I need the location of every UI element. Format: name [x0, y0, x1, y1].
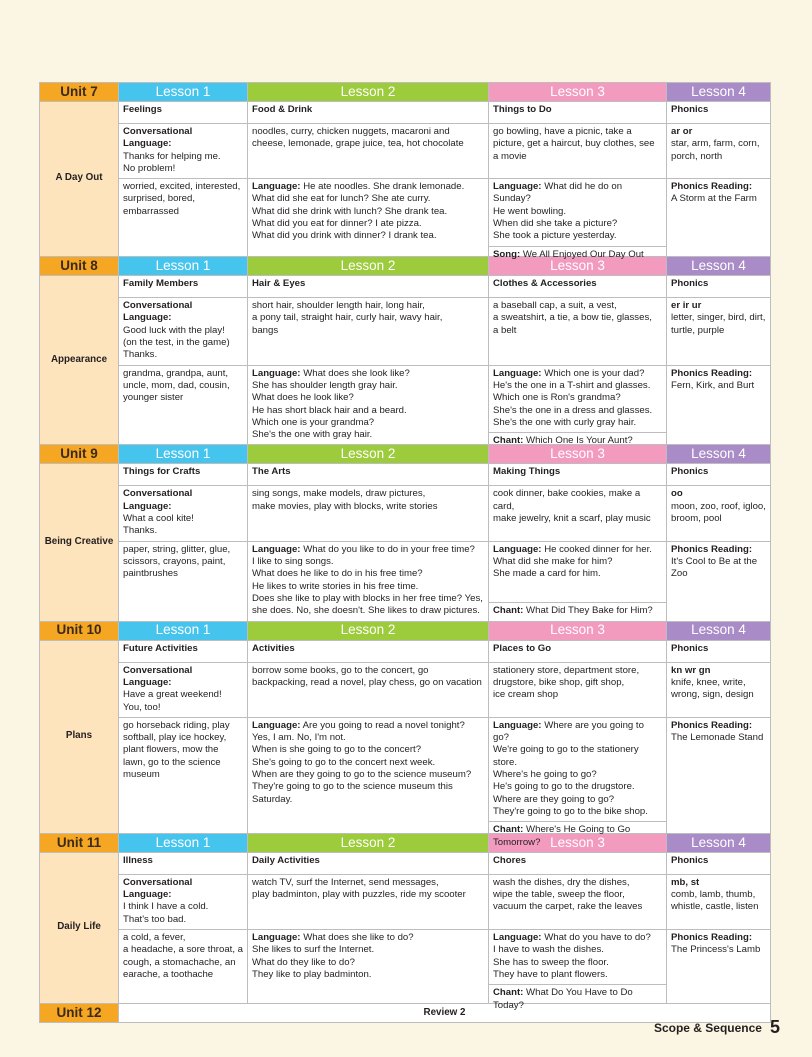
- language-row: [40, 541, 771, 621]
- lesson-header: Lesson 4: [667, 621, 771, 640]
- song-title: We All Enjoyed Our Day Out: [522, 248, 644, 260]
- lesson-header: Lesson 3: [489, 257, 667, 276]
- conversational-text: Have a great weekend! You, too!: [123, 689, 222, 713]
- language-label: Language:: [252, 543, 301, 555]
- phonics-sounds: oo: [671, 488, 683, 500]
- lesson-topic: Phonics: [667, 464, 771, 486]
- language-song-cell: [489, 930, 667, 1011]
- lesson-header: Lesson 3: [489, 833, 667, 852]
- song-label: Chant:: [493, 435, 524, 447]
- conversational-text: Good luck with the play! (on the test, in the game) Thanks.: [123, 324, 230, 361]
- language-cell: [248, 717, 489, 833]
- vocabulary-cell: short hair, shoulder length hair, long hair, a pony tail, straight hair, curly hair, wavy hair, bangs: [248, 298, 489, 365]
- vocabulary-cell: paper, string, glitter, glue, scissors, crayons, paint, paintbrushes: [119, 541, 248, 621]
- language-block: [489, 930, 666, 984]
- footer-title: Scope & Sequence: [653, 1021, 762, 1035]
- lesson-header: Lesson 2: [248, 83, 489, 102]
- unit-label: Unit 12: [40, 1004, 119, 1023]
- vocabulary-cell: wash the dishes, dry the dishes, wipe the table, sweep the floor, vacuum the carpet, rake the leaves: [489, 874, 667, 929]
- lesson-header: Lesson 1: [119, 833, 248, 852]
- phonics-words: comb, lamb, thumb, whistle, castle, listen: [671, 889, 759, 913]
- song-block: [489, 602, 666, 620]
- vocabulary-cell: grandma, grandpa, aunt, uncle, mom, dad, cousin, younger sister: [119, 365, 248, 445]
- topic-row: [40, 464, 771, 486]
- language-block: [489, 179, 666, 245]
- language-row: [40, 365, 771, 445]
- vocabulary-cell: go bowling, have a picnic, take a picture, get a haircut, buy clothes, see a movie: [489, 124, 667, 179]
- language-song-cell: [489, 541, 667, 621]
- phonics-words: letter, singer, bird, dirt, turtle, purple: [671, 312, 766, 336]
- language-text: Where are you going to go? We're going to go to the stationery store. Where's he going to go? He's going to go to the drugstore. Where are they going to go? They're going to go to the bike shop.: [493, 719, 648, 817]
- vocabulary-cell: a cold, a fever, a headache, a sore throat, a cough, a stomachache, an earache, a toothache: [119, 930, 248, 1004]
- lesson-topic: Things to Do: [489, 102, 667, 124]
- phonics-reading-title: It's Cool to Be at the Zoo: [671, 555, 758, 580]
- phonics-words: moon, zoo, roof, igloo, broom, pool: [671, 500, 766, 525]
- vocabulary-cell: go horseback riding, play softball, play ice hockey, plant flowers, mow the lawn, go to the science museum: [119, 717, 248, 833]
- vocabulary-cell: watch TV, surf the Internet, send messages, play badminton, play with puzzles, ride my scooter: [248, 874, 489, 929]
- unit-header-row: [40, 83, 771, 102]
- vocabulary-cell: cook dinner, bake cookies, make a card, make jewelry, knit a scarf, play music: [489, 486, 667, 541]
- vocabulary-row: [40, 124, 771, 179]
- page-footer: [654, 1016, 780, 1037]
- song-title: What Do You Have to Do Today?: [493, 987, 633, 1011]
- phonics-sounds: mb, st: [671, 876, 700, 888]
- language-label: Language:: [493, 932, 542, 944]
- vocabulary-row: [40, 298, 771, 365]
- lesson-header: Lesson 3: [489, 445, 667, 464]
- phonics-words: knife, knee, write, wrong, sign, design: [671, 676, 754, 701]
- topic-row: [40, 102, 771, 124]
- unit-label: Unit 10: [40, 621, 119, 640]
- language-song-cell: [489, 179, 667, 260]
- song-block: [489, 984, 666, 1015]
- unit-title: Daily Life: [40, 852, 119, 1003]
- vocabulary-cell: borrow some books, go to the concert, go backpacking, read a novel, play chess, go on vacation: [248, 662, 489, 717]
- lesson-topic: Making Things: [489, 464, 667, 486]
- conversational-label: Conversational Language:: [123, 300, 193, 324]
- unit-title: Plans: [40, 640, 119, 833]
- lesson-topic: Phonics: [667, 276, 771, 298]
- conversational-label: Conversational Language:: [123, 126, 193, 150]
- lesson-topic: Food & Drink: [248, 102, 489, 124]
- language-text: What does she look like? She has shoulder length gray hair. What does he look like? He has short black hair and a beard. Which one is your grandma? She's the one with gray hair.: [252, 367, 410, 441]
- lesson-topic: Activities: [248, 640, 489, 662]
- language-cell: [248, 541, 489, 621]
- language-text: What does she like to do? She likes to surf the Internet. What do they like to do? They like to play badminton.: [252, 932, 414, 980]
- unit-header-row: [40, 621, 771, 640]
- language-label: Language:: [493, 543, 542, 555]
- lesson-header: Lesson 4: [667, 833, 771, 852]
- unit-title: A Day Out: [40, 102, 119, 257]
- language-block: [489, 366, 666, 432]
- lesson-header: Lesson 1: [119, 621, 248, 640]
- conversational-label: Conversational Language:: [123, 876, 193, 901]
- vocabulary-row: [40, 662, 771, 717]
- lesson-topic: Phonics: [667, 852, 771, 874]
- language-label: Language:: [252, 181, 301, 193]
- language-text: What do you have to do? I have to wash the dishes. She has to sweep the floor. They have to plant flowers.: [493, 932, 651, 980]
- vocabulary-cell: noodles, curry, chicken nuggets, macaroni and cheese, lemonade, grape juice, tea, hot chocolate: [248, 124, 489, 179]
- phonics-reading-cell: [667, 365, 771, 445]
- language-song-cell: [489, 365, 667, 445]
- phonics-sounds: er ir ur: [671, 300, 702, 312]
- song-label: Chant:: [493, 987, 524, 999]
- lesson-header: Lesson 4: [667, 445, 771, 464]
- lesson-header: Lesson 2: [248, 621, 489, 640]
- lesson-header: Lesson 4: [667, 83, 771, 102]
- lesson-topic: Phonics: [667, 102, 771, 124]
- unit-label: Unit 9: [40, 445, 119, 464]
- language-cell: [248, 930, 489, 1004]
- lesson-header: Lesson 1: [119, 257, 248, 276]
- language-text: Which one is your dad? He's the one in a T-shirt and glasses. Which one is Ron's grandma? She's the one in a dress and glasses. She's the one with curly gray hair.: [493, 367, 653, 428]
- vocabulary-cell: stationery store, department store, drugstore, bike shop, gift shop, ice cream shop: [489, 662, 667, 717]
- phonics-reading-label: Phonics Reading:: [671, 719, 753, 731]
- conversational-text: I think I have a cold. That's too bad.: [123, 901, 209, 925]
- conversational-cell: [119, 662, 248, 717]
- conversational-text: What a cool kite! Thanks.: [123, 513, 194, 537]
- unit-label: Unit 11: [40, 833, 119, 852]
- lesson-header: Lesson 3: [489, 621, 667, 640]
- language-cell: [248, 365, 489, 445]
- language-label: Language:: [252, 719, 301, 731]
- language-block: [489, 718, 666, 821]
- vocabulary-cell: sing songs, make models, draw pictures, make movies, play with blocks, write stories: [248, 486, 489, 541]
- phonics-reading-cell: [667, 541, 771, 621]
- lesson-header: Lesson 1: [119, 83, 248, 102]
- song-label: Chant:: [493, 824, 524, 836]
- language-cell: [248, 179, 489, 257]
- language-row: [40, 930, 771, 1004]
- language-label: Language:: [493, 367, 542, 379]
- phonics-reading-label: Phonics Reading:: [671, 543, 753, 555]
- language-label: Language:: [252, 932, 301, 944]
- lesson-topic: Family Members: [119, 276, 248, 298]
- lesson-topic: Daily Activities: [248, 852, 489, 874]
- song-label: Chant:: [493, 605, 524, 617]
- unit-label: Unit 8: [40, 257, 119, 276]
- phonics-sounds: kn wr gn: [671, 664, 711, 676]
- language-block: [489, 542, 666, 603]
- topic-row: [40, 276, 771, 298]
- vocabulary-row: [40, 874, 771, 929]
- phonics-cell: [667, 298, 771, 365]
- unit-label: Unit 7: [40, 83, 119, 102]
- lesson-topic: Places to Go: [489, 640, 667, 662]
- song-title: Which One Is Your Aunt?: [526, 435, 633, 447]
- language-text: What did he do on Sunday? He went bowling. When did she take a picture? She took a picture yesterday.: [493, 181, 623, 242]
- language-label: Language:: [493, 719, 542, 731]
- language-label: Language:: [252, 367, 301, 379]
- phonics-cell: [667, 874, 771, 929]
- topic-row: [40, 852, 771, 874]
- language-row: [40, 717, 771, 833]
- phonics-reading-label: Phonics Reading:: [671, 367, 753, 379]
- phonics-cell: [667, 124, 771, 179]
- language-text: Are you going to read a novel tonight? Yes, I am. No, I'm not. When is she going to go to the concert? She's going to go to the concert next week. When are they going to go to the science museum? They're going to go to the science museum this Saturday.: [252, 719, 472, 805]
- unit-title: Being Creative: [40, 464, 119, 621]
- conversational-cell: [119, 124, 248, 179]
- conversational-cell: [119, 874, 248, 929]
- lesson-topic: Illness: [119, 852, 248, 874]
- lesson-topic: The Arts: [248, 464, 489, 486]
- lesson-topic: Chores: [489, 852, 667, 874]
- phonics-reading-label: Phonics Reading:: [671, 181, 753, 193]
- lesson-header: Lesson 1: [119, 445, 248, 464]
- phonics-reading-cell: [667, 179, 771, 257]
- conversational-label: Conversational Language:: [123, 488, 193, 512]
- conversational-label: Conversational Language:: [123, 664, 193, 688]
- review-label: Review 2: [119, 1004, 771, 1023]
- conversational-cell: [119, 298, 248, 365]
- lesson-header: Lesson 3: [489, 83, 667, 102]
- phonics-reading-cell: [667, 717, 771, 833]
- vocabulary-row: [40, 486, 771, 541]
- phonics-reading-cell: [667, 930, 771, 1004]
- conversational-cell: [119, 486, 248, 541]
- vocabulary-cell: a baseball cap, a suit, a vest, a sweatshirt, a tie, a bow tie, glasses, a belt: [489, 298, 667, 365]
- lesson-header: Lesson 4: [667, 257, 771, 276]
- phonics-reading-title: Fern, Kirk, and Burt: [671, 379, 755, 391]
- phonics-reading-title: The Lemonade Stand: [671, 732, 764, 744]
- song-title: What Did They Bake for Him?: [526, 605, 653, 617]
- phonics-cell: [667, 486, 771, 541]
- song-title: Where's He Going to Go Tomorrow?: [493, 824, 631, 848]
- phonics-reading-title: The Princess's Lamb: [671, 944, 761, 956]
- lesson-header: Lesson 2: [248, 833, 489, 852]
- language-label: Language:: [493, 181, 542, 193]
- lesson-header: Lesson 2: [248, 445, 489, 464]
- language-text: He cooked dinner for her. What did she make for him? She made a card for him.: [493, 543, 652, 580]
- phonics-sounds: ar or: [671, 126, 693, 137]
- vocabulary-cell: worried, excited, interested, surprised, bored, embarrassed: [119, 179, 248, 257]
- lesson-topic: Feelings: [119, 102, 248, 124]
- language-row: [40, 179, 771, 257]
- language-text: What do you like to do in your free time? I like to sing songs. What does he like to do in his free time? He likes to write stories in his free time. Does she like to play with blocks in her free time? Yes, she does. No, she doesn't. She likes to draw pictures.: [252, 543, 483, 617]
- lesson-topic: Hair & Eyes: [248, 276, 489, 298]
- phonics-words: star, arm, farm, corn, porch, north: [671, 138, 760, 162]
- scope-sequence-table: [39, 82, 771, 1023]
- phonics-cell: [667, 662, 771, 717]
- page-number: 5: [769, 1017, 780, 1037]
- lesson-header: Lesson 2: [248, 257, 489, 276]
- topic-row: [40, 640, 771, 662]
- song-label: Song:: [493, 248, 521, 260]
- language-text: He ate noodles. She drank lemonade. What did she eat for lunch? She ate curry. What did she drink with lunch? She drank tea. What did you eat for dinner? I ate pizza. What did you drink with dinner? I drank tea.: [252, 181, 465, 242]
- lesson-topic: Future Activities: [119, 640, 248, 662]
- unit-title: Appearance: [40, 276, 119, 445]
- lesson-topic: Things for Crafts: [119, 464, 248, 486]
- phonics-reading-title: A Storm at the Farm: [671, 193, 757, 205]
- lesson-topic: Clothes & Accessories: [489, 276, 667, 298]
- phonics-reading-label: Phonics Reading:: [671, 932, 753, 944]
- conversational-text: Thanks for helping me. No problem!: [123, 150, 221, 174]
- lesson-topic: Phonics: [667, 640, 771, 662]
